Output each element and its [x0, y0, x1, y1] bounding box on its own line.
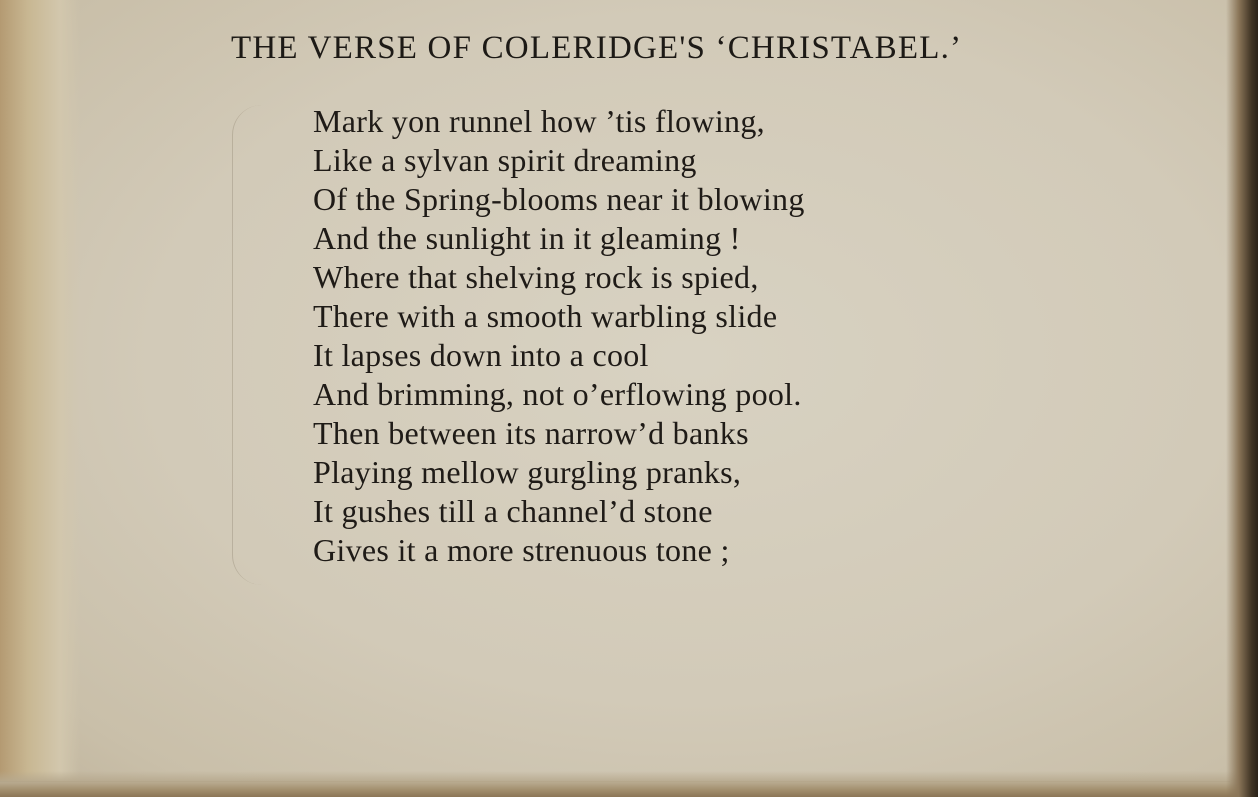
poem-line: Then between its narrow’d banks [313, 415, 749, 451]
poem-line: Of the Spring-blooms near it blowing [313, 181, 805, 217]
poem-stanza [313, 102, 805, 570]
pencil-mark [232, 105, 263, 585]
poem-line: Gives it a more strenuous tone ; [313, 532, 730, 568]
page-gutter-shadow [0, 0, 80, 797]
poem-line: Playing mellow gurgling pranks, [313, 454, 742, 490]
poem-line: It gushes till a channel’d stone [313, 493, 713, 529]
poem-line: Mark yon runnel how ’tis flowing, [313, 103, 765, 139]
poem-line: There with a smooth warbling slide [313, 298, 778, 334]
poem-line: And the sunlight in it gleaming ! [313, 220, 741, 256]
poem-line: It lapses down into a cool [313, 337, 649, 373]
page-right-edge-shadow [1226, 0, 1258, 797]
poem-line: Where that shelving rock is spied, [313, 259, 759, 295]
page-bottom-edge [0, 771, 1258, 797]
running-header: THE VERSE OF COLERIDGE'S ‘CHRISTABEL.’ [231, 30, 963, 66]
poem-line: And brimming, not o’erflowing pool. [313, 376, 802, 412]
poem-line: Like a sylvan spirit dreaming [313, 142, 697, 178]
